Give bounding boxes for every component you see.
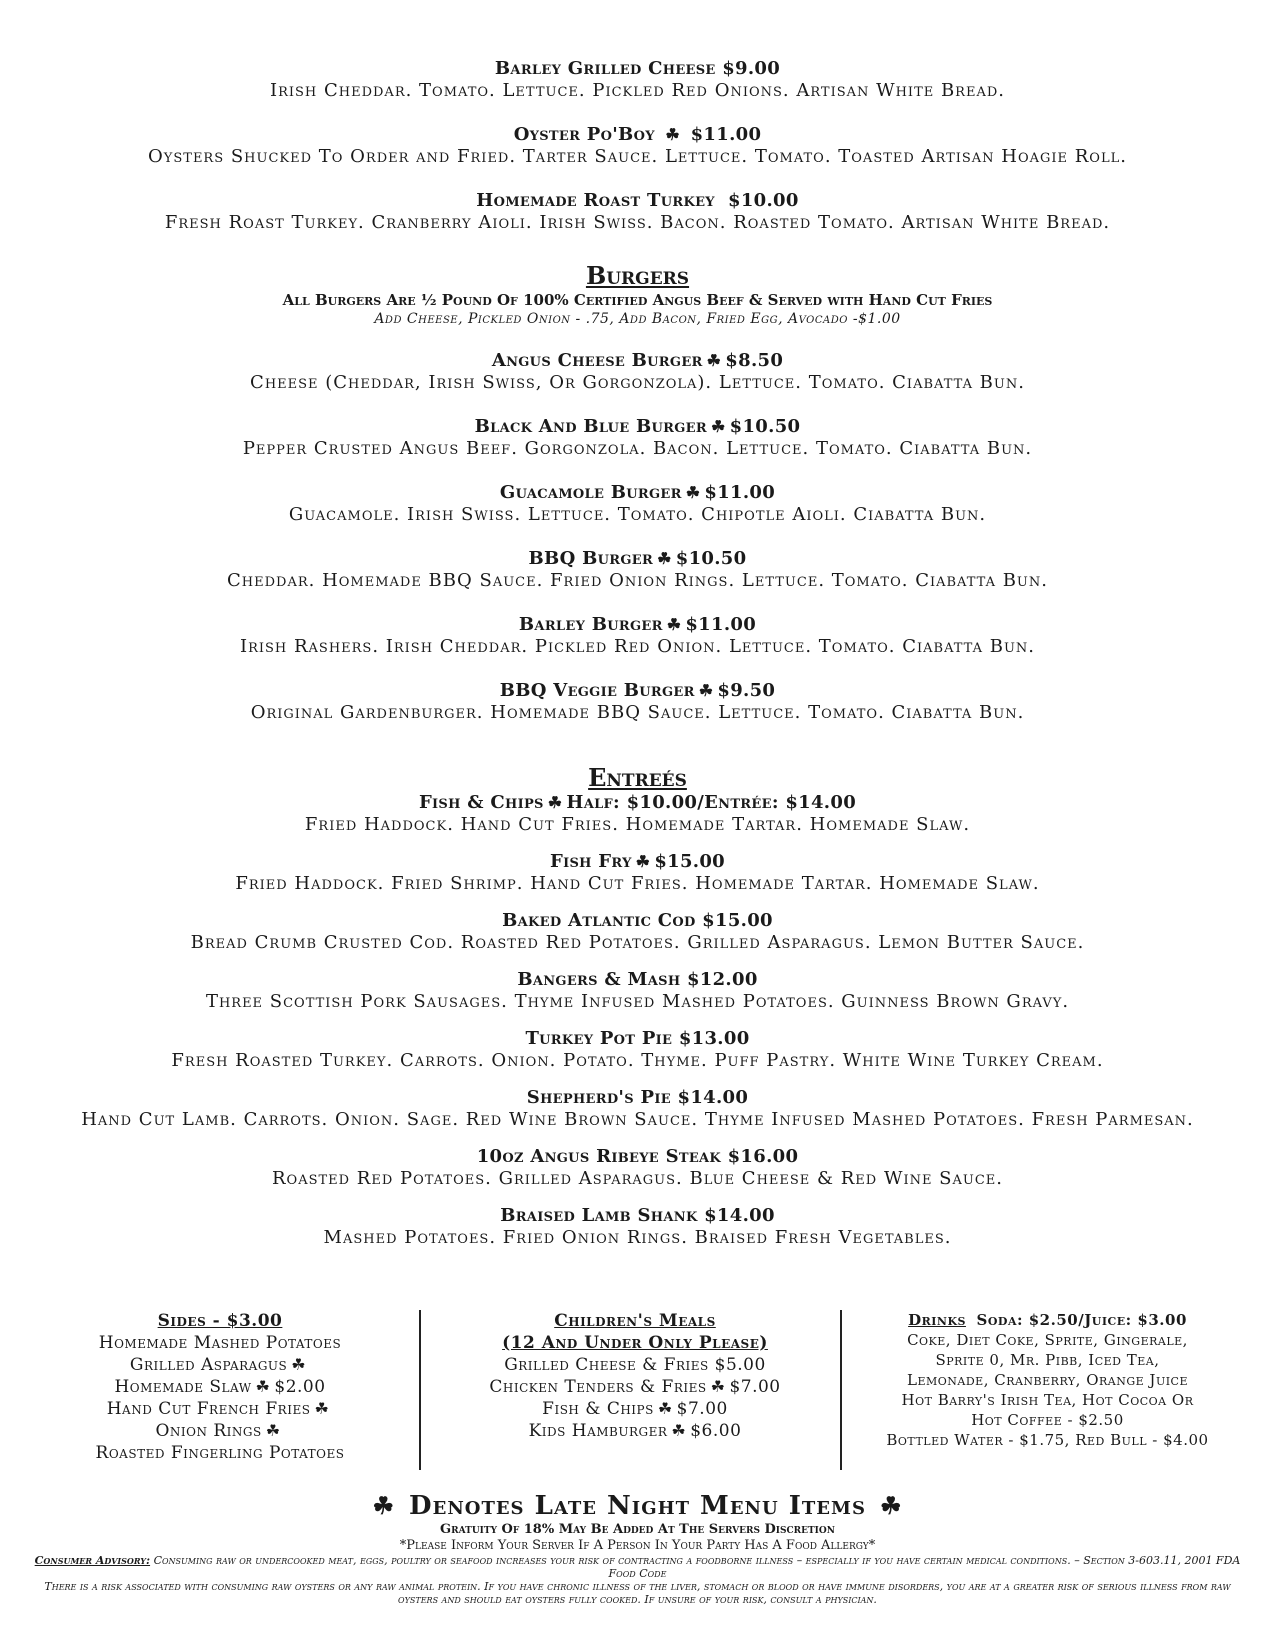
clover-icon: ☘ bbox=[291, 1355, 307, 1374]
menu-item bbox=[0, 792, 1275, 836]
item-description: Fried Haddock. Fried Shrimp. Hand Cut Fries. Homemade Tartar. Homemade Slaw. bbox=[235, 873, 1040, 894]
item-price: $9.50 bbox=[717, 680, 776, 701]
item-name: Barley Burger bbox=[518, 614, 663, 635]
side-item: Roasted Fingerling Potatoes bbox=[95, 1443, 345, 1463]
clover-icon: ☘ bbox=[685, 483, 701, 502]
item-name: Fish Fry bbox=[549, 851, 632, 872]
burger-note: All Burgers Are ½ Pound Of 100% Certified Angus Beef & Served with Hand Cut Fries bbox=[282, 291, 993, 309]
item-price: $10.50 bbox=[675, 548, 747, 569]
menu-item bbox=[0, 910, 1275, 954]
burger-addons: Add Cheese, Pickled Onion - .75, Add Bacon, Fried Egg, Avocado -$1.00 bbox=[374, 311, 901, 327]
drinks-line: Lemonade, Cranberry, Orange Juice bbox=[907, 1371, 1188, 1389]
drinks-column bbox=[850, 1310, 1245, 1450]
clover-icon: ☘ bbox=[657, 549, 672, 568]
clover-icon: ☘ bbox=[665, 125, 681, 144]
sides-heading: Sides - $3.00 bbox=[157, 1311, 283, 1331]
item-description: Irish Rashers. Irish Cheddar. Pickled Red Onion. Lettuce. Tomato. Ciabatta Bun. bbox=[239, 636, 1036, 657]
side-item: Hand Cut French Fries ☘ bbox=[106, 1399, 330, 1419]
item-name: Black And Blue Burger bbox=[474, 416, 707, 437]
section-heading: Burgers bbox=[585, 261, 690, 290]
childrens-subheading: (12 And Under Only Please) bbox=[502, 1333, 768, 1353]
clover-icon: ☘ bbox=[314, 1399, 330, 1418]
side-item: Grilled Asparagus ☘ bbox=[129, 1355, 307, 1375]
sides-column bbox=[30, 1310, 410, 1464]
menu-item bbox=[0, 1028, 1275, 1072]
item-price: $10.50 bbox=[729, 416, 801, 437]
advisory-label: Consumer Advisory: bbox=[34, 1554, 151, 1567]
drinks-line: Sprite 0, Mr. Pibb, Iced Tea, bbox=[935, 1351, 1160, 1369]
item-price: $11.00 bbox=[685, 614, 757, 635]
clover-icon: ☘ bbox=[706, 351, 722, 370]
item-description: Cheese (Cheddar, Irish Swiss, Or Gorgonzola). Lettuce. Tomato. Ciabatta Bun. bbox=[250, 372, 1025, 393]
item-description: Irish Cheddar. Tomato. Lettuce. Pickled Red Onions. Artisan White Bread. bbox=[269, 80, 1005, 101]
drinks-line: Bottled Water - $1.75, Red Bull - $4.00 bbox=[886, 1431, 1209, 1449]
menu-item bbox=[0, 58, 1275, 102]
menu-item bbox=[0, 1146, 1275, 1190]
item-description: Fried Haddock. Hand Cut Fries. Homemade Tartar. Homemade Slaw. bbox=[304, 814, 971, 835]
item-name: Turkey Pot Pie $13.00 bbox=[525, 1028, 750, 1049]
item-name: BBQ Veggie Burger bbox=[499, 680, 695, 701]
menu-item bbox=[0, 190, 1275, 234]
menu-item bbox=[0, 350, 1275, 394]
side-item: Homemade Mashed Potatoes bbox=[98, 1333, 342, 1353]
clover-icon: ☘ bbox=[711, 417, 726, 436]
menu-item bbox=[0, 482, 1275, 526]
late-night-note: ☘ Denotes Late Night Menu Items ☘ bbox=[372, 1491, 903, 1521]
gratuity-note: Gratuity Of 18% May Be Added At The Servers Discretion bbox=[440, 1522, 835, 1537]
item-name: Fish & Chips bbox=[418, 792, 544, 813]
item-description: Three Scottish Pork Sausages. Thyme Infused Mashed Potatoes. Guinness Brown Gravy. bbox=[205, 991, 1070, 1012]
item-description: Mashed Potatoes. Fried Onion Rings. Braised Fresh Vegetables. bbox=[323, 1227, 952, 1248]
drinks-line: Hot Coffee - $2.50 bbox=[971, 1411, 1124, 1429]
menu-item bbox=[0, 969, 1275, 1013]
kids-item: Kids Hamburger ☘ $6.00 bbox=[528, 1421, 742, 1441]
column-divider bbox=[419, 1310, 421, 1470]
clover-icon: ☘ bbox=[880, 1491, 903, 1520]
item-price: $8.50 bbox=[725, 350, 784, 371]
childrens-heading: Children's Meals bbox=[554, 1311, 716, 1331]
item-name: Homemade Roast Turkey $10.00 bbox=[476, 190, 799, 211]
menu-item bbox=[0, 1205, 1275, 1249]
side-item: Homemade Slaw ☘ $2.00 bbox=[114, 1377, 326, 1397]
clover-icon: ☘ bbox=[666, 615, 682, 634]
burgers-section bbox=[0, 262, 1275, 724]
drinks-soda: Soda: $2.50/Juice: $3.00 bbox=[976, 1311, 1187, 1329]
column-divider bbox=[840, 1310, 842, 1470]
menu-item bbox=[0, 680, 1275, 724]
drinks-line: Coke, Diet Coke, Sprite, Gingerale, bbox=[907, 1331, 1188, 1349]
clover-icon: ☘ bbox=[671, 1421, 687, 1440]
kids-item: Chicken Tenders & Fries ☘ $7.00 bbox=[489, 1377, 781, 1397]
menu-item bbox=[0, 851, 1275, 895]
clover-icon: ☘ bbox=[265, 1421, 281, 1440]
childrens-column bbox=[430, 1310, 840, 1442]
item-price: $11.00 bbox=[704, 482, 776, 503]
side-price: $2.00 bbox=[274, 1377, 326, 1397]
item-description: Oysters Shucked To Order and Fried. Tarter Sauce. Lettuce. Tomato. Toasted Artisan Hoagie Roll. bbox=[148, 146, 1127, 167]
item-price: $11.00 bbox=[690, 124, 762, 145]
item-description: Roasted Red Potatoes. Grilled Asparagus. Blue Cheese & Red Wine Sauce. bbox=[272, 1168, 1003, 1189]
item-name: Baked Atlantic Cod $15.00 bbox=[502, 910, 773, 931]
clover-icon: ☘ bbox=[547, 793, 563, 812]
bottom-columns bbox=[30, 1310, 1245, 1470]
entrees-section bbox=[0, 764, 1275, 1249]
clover-icon: ☘ bbox=[710, 1377, 726, 1396]
drinks-heading: Drinks bbox=[908, 1311, 966, 1329]
item-name: 10oz Angus Ribeye Steak $16.00 bbox=[476, 1146, 799, 1167]
item-description: Fresh Roasted Turkey. Carrots. Onion. Potato. Thyme. Puff Pastry. White Wine Turkey Cream. bbox=[171, 1050, 1104, 1071]
item-description: Hand Cut Lamb. Carrots. Onion. Sage. Red Wine Brown Sauce. Thyme Infused Mashed Potatoes. Fresh Parmesan. bbox=[81, 1109, 1194, 1130]
allergy-note: *Please Inform Your Server If A Person In Your Party Has A Food Allergy* bbox=[399, 1538, 876, 1553]
item-description: Fresh Roast Turkey. Cranberry Aioli. Irish Swiss. Bacon. Roasted Tomato. Artisan White Bread. bbox=[164, 212, 1111, 233]
menu-item bbox=[0, 548, 1275, 592]
sandwich-section bbox=[0, 58, 1275, 234]
clover-icon: ☘ bbox=[372, 1491, 395, 1520]
menu-item bbox=[0, 614, 1275, 658]
item-name: Oyster Po'Boy bbox=[513, 124, 655, 145]
side-item: Onion Rings ☘ bbox=[155, 1421, 281, 1441]
item-name: Guacamole Burger bbox=[499, 482, 682, 503]
item-name: Angus Cheese Burger bbox=[491, 350, 703, 371]
clover-icon: ☘ bbox=[255, 1377, 271, 1396]
item-price: $15.00 bbox=[654, 851, 726, 872]
footer bbox=[0, 1490, 1275, 1606]
clover-icon: ☘ bbox=[657, 1399, 673, 1418]
item-description: Original Gardenburger. Homemade BBQ Sauce. Lettuce. Tomato. Ciabatta Bun. bbox=[250, 702, 1025, 723]
item-name: BBQ Burger bbox=[528, 548, 654, 569]
menu-item bbox=[0, 416, 1275, 460]
item-price: Half: $10.00/Entrée: $14.00 bbox=[566, 792, 857, 813]
item-description: Pepper Crusted Angus Beef. Gorgonzola. Bacon. Lettuce. Tomato. Ciabatta Bun. bbox=[242, 438, 1033, 459]
item-name: Bangers & Mash $12.00 bbox=[517, 969, 758, 990]
clover-icon: ☘ bbox=[698, 681, 714, 700]
item-name: Shepherd's Pie $14.00 bbox=[526, 1087, 749, 1108]
kids-item: Grilled Cheese & Fries $5.00 bbox=[504, 1355, 766, 1375]
drinks-line: Hot Barry's Irish Tea, Hot Cocoa Or bbox=[901, 1391, 1194, 1409]
raw-oyster-warning: There is a risk associated with consuming raw oysters or any raw animal protein. If you have chronic illness of the liver, stomach or blood or have immune disorders, you are at a greater risk of serious illness from raw oysters and should eat oysters fully cooked. If unsure of your risk, consult a physician. bbox=[44, 1580, 1231, 1606]
clover-icon: ☘ bbox=[635, 852, 651, 871]
advisory-text: Consuming raw or undercooked meat, eggs, poultry or seafood increases your risk of contracting a foodborne illness – especially if you have certain medical conditions. – Section 3-603.11, 2001 FDA Food Code bbox=[153, 1554, 1241, 1580]
menu-item bbox=[0, 124, 1275, 168]
consumer-advisory bbox=[0, 1554, 1275, 1580]
item-description: Guacamole. Irish Swiss. Lettuce. Tomato. Chipotle Aioli. Ciabatta Bun. bbox=[288, 504, 987, 525]
item-description: Bread Crumb Crusted Cod. Roasted Red Potatoes. Grilled Asparagus. Lemon Butter Sauce. bbox=[190, 932, 1085, 953]
item-name: Barley Grilled Cheese $9.00 bbox=[494, 58, 781, 79]
menu-item bbox=[0, 1087, 1275, 1131]
section-heading: Entreés bbox=[588, 763, 687, 792]
kids-item: Fish & Chips ☘ $7.00 bbox=[542, 1399, 728, 1419]
item-name: Braised Lamb Shank $14.00 bbox=[500, 1205, 775, 1226]
item-description: Cheddar. Homemade BBQ Sauce. Fried Onion Rings. Lettuce. Tomato. Ciabatta Bun. bbox=[227, 570, 1048, 591]
